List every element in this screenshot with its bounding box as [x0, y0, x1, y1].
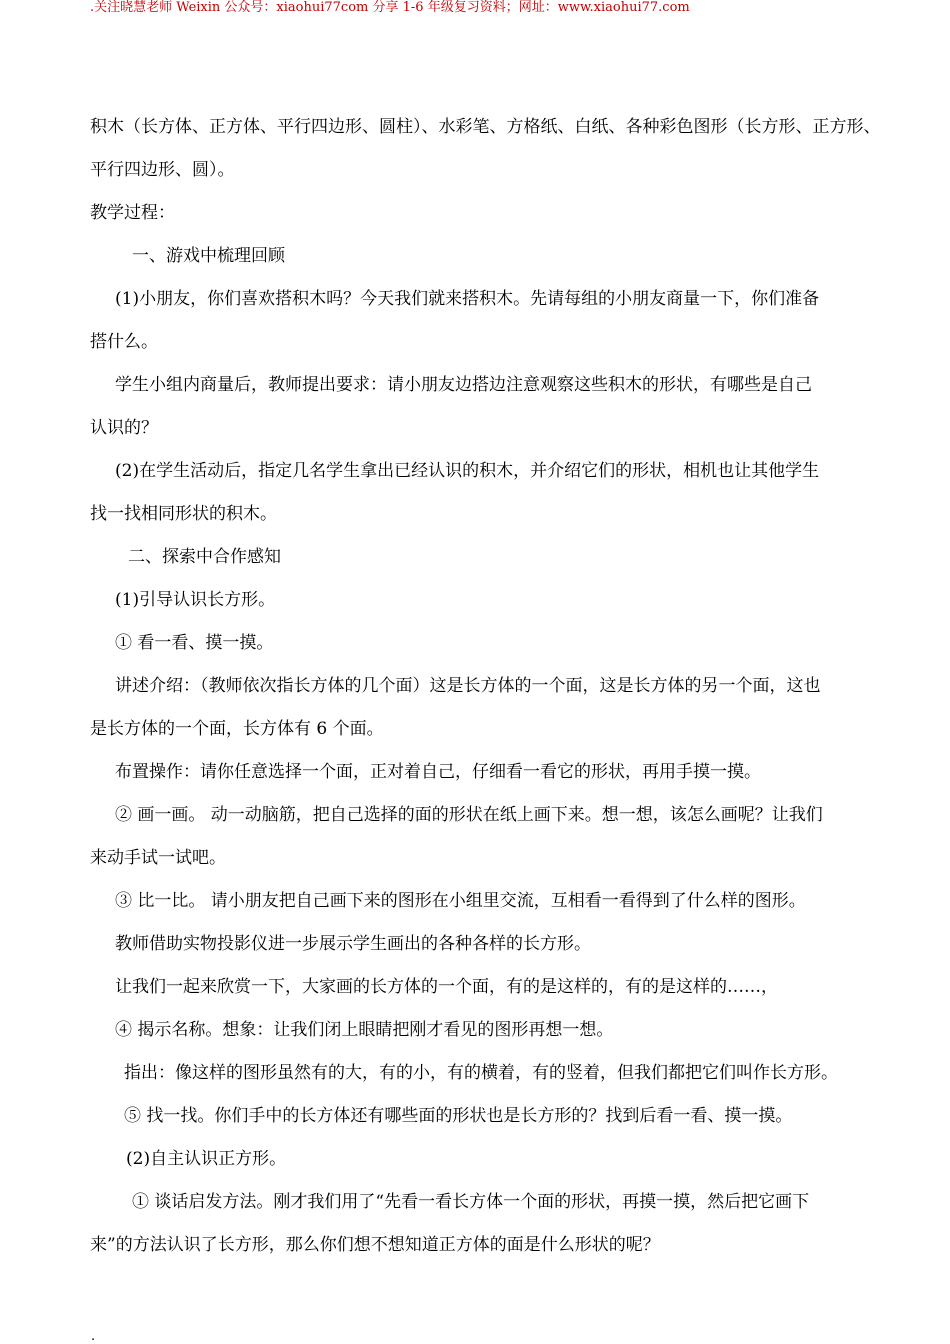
paragraph-operation: 布置操作：请你任意选择一个面，正对着自己，仔细看一看它的形状，再用手摸一摸。 [115, 762, 761, 782]
footer-mark: . [91, 1329, 96, 1344]
paragraph-step-1-cont: 搭什么。 [90, 332, 158, 352]
paragraph-materials: 积木（长方体、正方体、平行四边形、圆柱）、水彩笔、方格纸、白纸、各种彩色图形（长方形、正方形、 [90, 117, 881, 137]
paragraph-materials-cont: 平行四边形、圆）。 [90, 160, 235, 180]
paragraph-step-1: (1)小朋友，你们喜欢搭积木吗？今天我们就来搭积木。先请每组的小朋友商量一下，你们准备 [115, 289, 820, 309]
paragraph-step-2: (2)在学生活动后，指定几名学生拿出已经认识的积木，并介绍它们的形状，相机也让其他学生 [115, 461, 820, 481]
paragraph-appreciate: 让我们一起来欣赏一下，大家画的长方体的一个面，有的是这样的，有的是这样的……， [115, 977, 778, 997]
document-body [90, 106, 910, 1267]
paragraph-look-touch: ① 看一看、摸一摸。 [115, 633, 274, 653]
paragraph-find: ⑤ 找一找。你们手中的长方体还有哪些面的形状也是长方形的？找到后看一看、摸一摸。 [124, 1106, 793, 1126]
paragraph-projector: 教师借助实物投影仪进一步展示学生画出的各种各样的长方形。 [115, 934, 591, 954]
paragraph-draw-cont: 来动手试一试吧。 [90, 848, 226, 868]
paragraph-reveal-name: ④ 揭示名称。想象：让我们闭上眼睛把刚才看见的图形再想一想。 [115, 1020, 614, 1040]
paragraph-explain: 讲述介绍：（教师依次指长方体的几个面）这是长方体的一个面，这是长方体的另一个面，这也 [115, 676, 821, 696]
paragraph-group-discussion: 学生小组内商量后，教师提出要求：请小朋友边搭边注意观察这些积木的形状，有哪些是自己 [115, 375, 812, 395]
paragraph-step-2-cont: 找一找相同形状的积木。 [90, 504, 277, 524]
header-note: .关注晓慧老师 Weixin 公众号：xiaohui77com 分享 1-6 年级复习资料；网址：www.xiaohui77.com [90, 0, 690, 15]
paragraph-group-discussion-cont: 认识的？ [90, 418, 158, 438]
paragraph-explain-cont: 是长方体的一个面，长方体有 6 个面。 [90, 719, 384, 739]
paragraph-square-intro: (2)自主认识正方形。 [126, 1149, 287, 1169]
paragraph-compare: ③ 比一比。 请小朋友把自己画下来的图形在小组里交流，互相看一看得到了什么样的图形。 [115, 891, 806, 911]
paragraph-draw: ② 画一画。 动一动脑筋，把自己选择的面的形状在纸上画下来。想一想，该怎么画呢？让我们 [115, 805, 823, 825]
paragraph-talk-method: ① 谈话启发方法。刚才我们用了“先看一看长方体一个面的形状，再摸一摸，然后把它画下 [132, 1192, 810, 1212]
paragraph-talk-method-cont: 来”的方法认识了长方形，那么你们想不想知道正方体的面是什么形状的呢？ [90, 1235, 660, 1255]
section-heading-2: 二、探索中合作感知 [128, 547, 281, 567]
section-heading-1: 一、游戏中梳理回顾 [132, 246, 285, 266]
section-heading-process: 教学过程： [90, 203, 175, 223]
paragraph-rectangle-intro: (1)引导认识长方形。 [115, 590, 276, 610]
paragraph-point-out: 指出：像这样的图形虽然有的大，有的小，有的横着，有的竖着，但我们都把它们叫作长方形。 [124, 1063, 838, 1083]
